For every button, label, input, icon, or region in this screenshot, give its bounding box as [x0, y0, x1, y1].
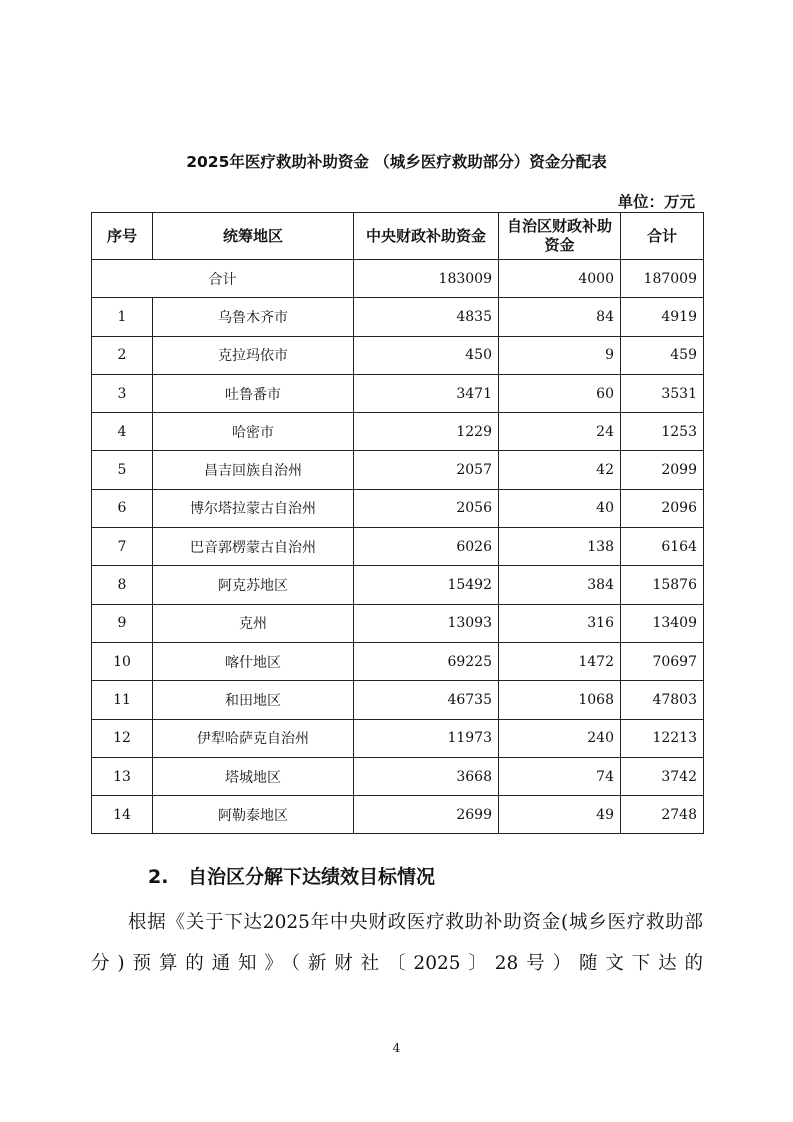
row-regional: 84	[499, 298, 621, 336]
table-row	[92, 374, 704, 412]
body-paragraph: 根据《关于下达2025年中央财政医疗救助补助资金(城乡医疗救助部分)预算的通知》（新财社〔2025〕28号）随文下达的	[91, 912, 703, 974]
row-index: 7	[92, 528, 153, 566]
row-index: 3	[92, 374, 153, 412]
header-total: 合计	[621, 213, 704, 260]
row-central: 3471	[354, 374, 499, 412]
row-regional: 24	[499, 413, 621, 451]
row-region: 克州	[153, 604, 354, 642]
row-regional: 316	[499, 604, 621, 642]
row-central: 450	[354, 336, 499, 374]
table-row	[92, 681, 704, 719]
row-index: 5	[92, 451, 153, 489]
total-row	[92, 260, 704, 298]
table-title: 2025年医疗救助补助资金 （城乡医疗救助部分）资金分配表	[186, 153, 607, 171]
row-regional: 1068	[499, 681, 621, 719]
row-region: 喀什地区	[153, 642, 354, 680]
row-sum: 3531	[621, 374, 704, 412]
row-regional: 384	[499, 566, 621, 604]
table-row	[92, 757, 704, 795]
table-row	[92, 719, 704, 757]
table-row	[92, 451, 704, 489]
row-sum: 2096	[621, 489, 704, 527]
row-index: 1	[92, 298, 153, 336]
row-sum: 2099	[621, 451, 704, 489]
table-header-row	[92, 213, 704, 260]
total-label: 合计	[92, 260, 354, 298]
table-row	[92, 298, 704, 336]
header-central-funds: 中央财政补助资金	[354, 213, 499, 260]
row-regional: 9	[499, 336, 621, 374]
table-row	[92, 489, 704, 527]
row-sum: 459	[621, 336, 704, 374]
table-row	[92, 528, 704, 566]
row-sum: 2748	[621, 796, 704, 834]
row-central: 2056	[354, 489, 499, 527]
header-region: 统筹地区	[153, 213, 354, 260]
row-central: 11973	[354, 719, 499, 757]
row-central: 6026	[354, 528, 499, 566]
row-region: 昌吉回族自治州	[153, 451, 354, 489]
row-index: 2	[92, 336, 153, 374]
table-row	[92, 413, 704, 451]
row-sum: 4919	[621, 298, 704, 336]
row-sum: 3742	[621, 757, 704, 795]
row-region: 和田地区	[153, 681, 354, 719]
row-central: 3668	[354, 757, 499, 795]
row-region: 吐鲁番市	[153, 374, 354, 412]
row-sum: 47803	[621, 681, 704, 719]
row-region: 哈密市	[153, 413, 354, 451]
row-sum: 1253	[621, 413, 704, 451]
row-central: 2699	[354, 796, 499, 834]
row-regional: 49	[499, 796, 621, 834]
unit-label: 单位：万元	[617, 193, 695, 211]
row-region: 阿克苏地区	[153, 566, 354, 604]
row-region: 博尔塔拉蒙古自治州	[153, 489, 354, 527]
row-index: 12	[92, 719, 153, 757]
row-central: 2057	[354, 451, 499, 489]
row-central: 46735	[354, 681, 499, 719]
row-index: 9	[92, 604, 153, 642]
row-regional: 60	[499, 374, 621, 412]
row-sum: 70697	[621, 642, 704, 680]
row-region: 克拉玛依市	[153, 336, 354, 374]
header-index: 序号	[92, 213, 153, 260]
total-regional: 4000	[499, 260, 621, 298]
row-regional: 74	[499, 757, 621, 795]
row-region: 塔城地区	[153, 757, 354, 795]
table-row	[92, 604, 704, 642]
table-row	[92, 336, 704, 374]
row-index: 4	[92, 413, 153, 451]
row-regional: 42	[499, 451, 621, 489]
row-sum: 13409	[621, 604, 704, 642]
row-index: 11	[92, 681, 153, 719]
section-heading	[148, 862, 435, 889]
row-region: 巴音郭楞蒙古自治州	[153, 528, 354, 566]
page-number: 4	[392, 1041, 401, 1055]
row-index: 14	[92, 796, 153, 834]
row-sum: 6164	[621, 528, 704, 566]
row-region: 阿勒泰地区	[153, 796, 354, 834]
row-index: 8	[92, 566, 153, 604]
row-regional: 40	[499, 489, 621, 527]
row-regional: 240	[499, 719, 621, 757]
total-central: 183009	[354, 260, 499, 298]
header-regional-funds: 自治区财政补助资金	[499, 213, 621, 260]
row-regional: 1472	[499, 642, 621, 680]
row-central: 15492	[354, 566, 499, 604]
table-row	[92, 566, 704, 604]
row-central: 69225	[354, 642, 499, 680]
table-row	[92, 796, 704, 834]
row-central: 4835	[354, 298, 499, 336]
table-row	[92, 642, 704, 680]
row-region: 伊犁哈萨克自治州	[153, 719, 354, 757]
row-sum: 12213	[621, 719, 704, 757]
section-number: 2.	[148, 866, 169, 888]
allocation-table	[91, 212, 704, 834]
row-region: 乌鲁木齐市	[153, 298, 354, 336]
row-regional: 138	[499, 528, 621, 566]
row-central: 13093	[354, 604, 499, 642]
row-index: 10	[92, 642, 153, 680]
section-title: 自治区分解下达绩效目标情况	[188, 866, 436, 888]
row-index: 13	[92, 757, 153, 795]
row-sum: 15876	[621, 566, 704, 604]
row-central: 1229	[354, 413, 499, 451]
row-index: 6	[92, 489, 153, 527]
total-sum: 187009	[621, 260, 704, 298]
